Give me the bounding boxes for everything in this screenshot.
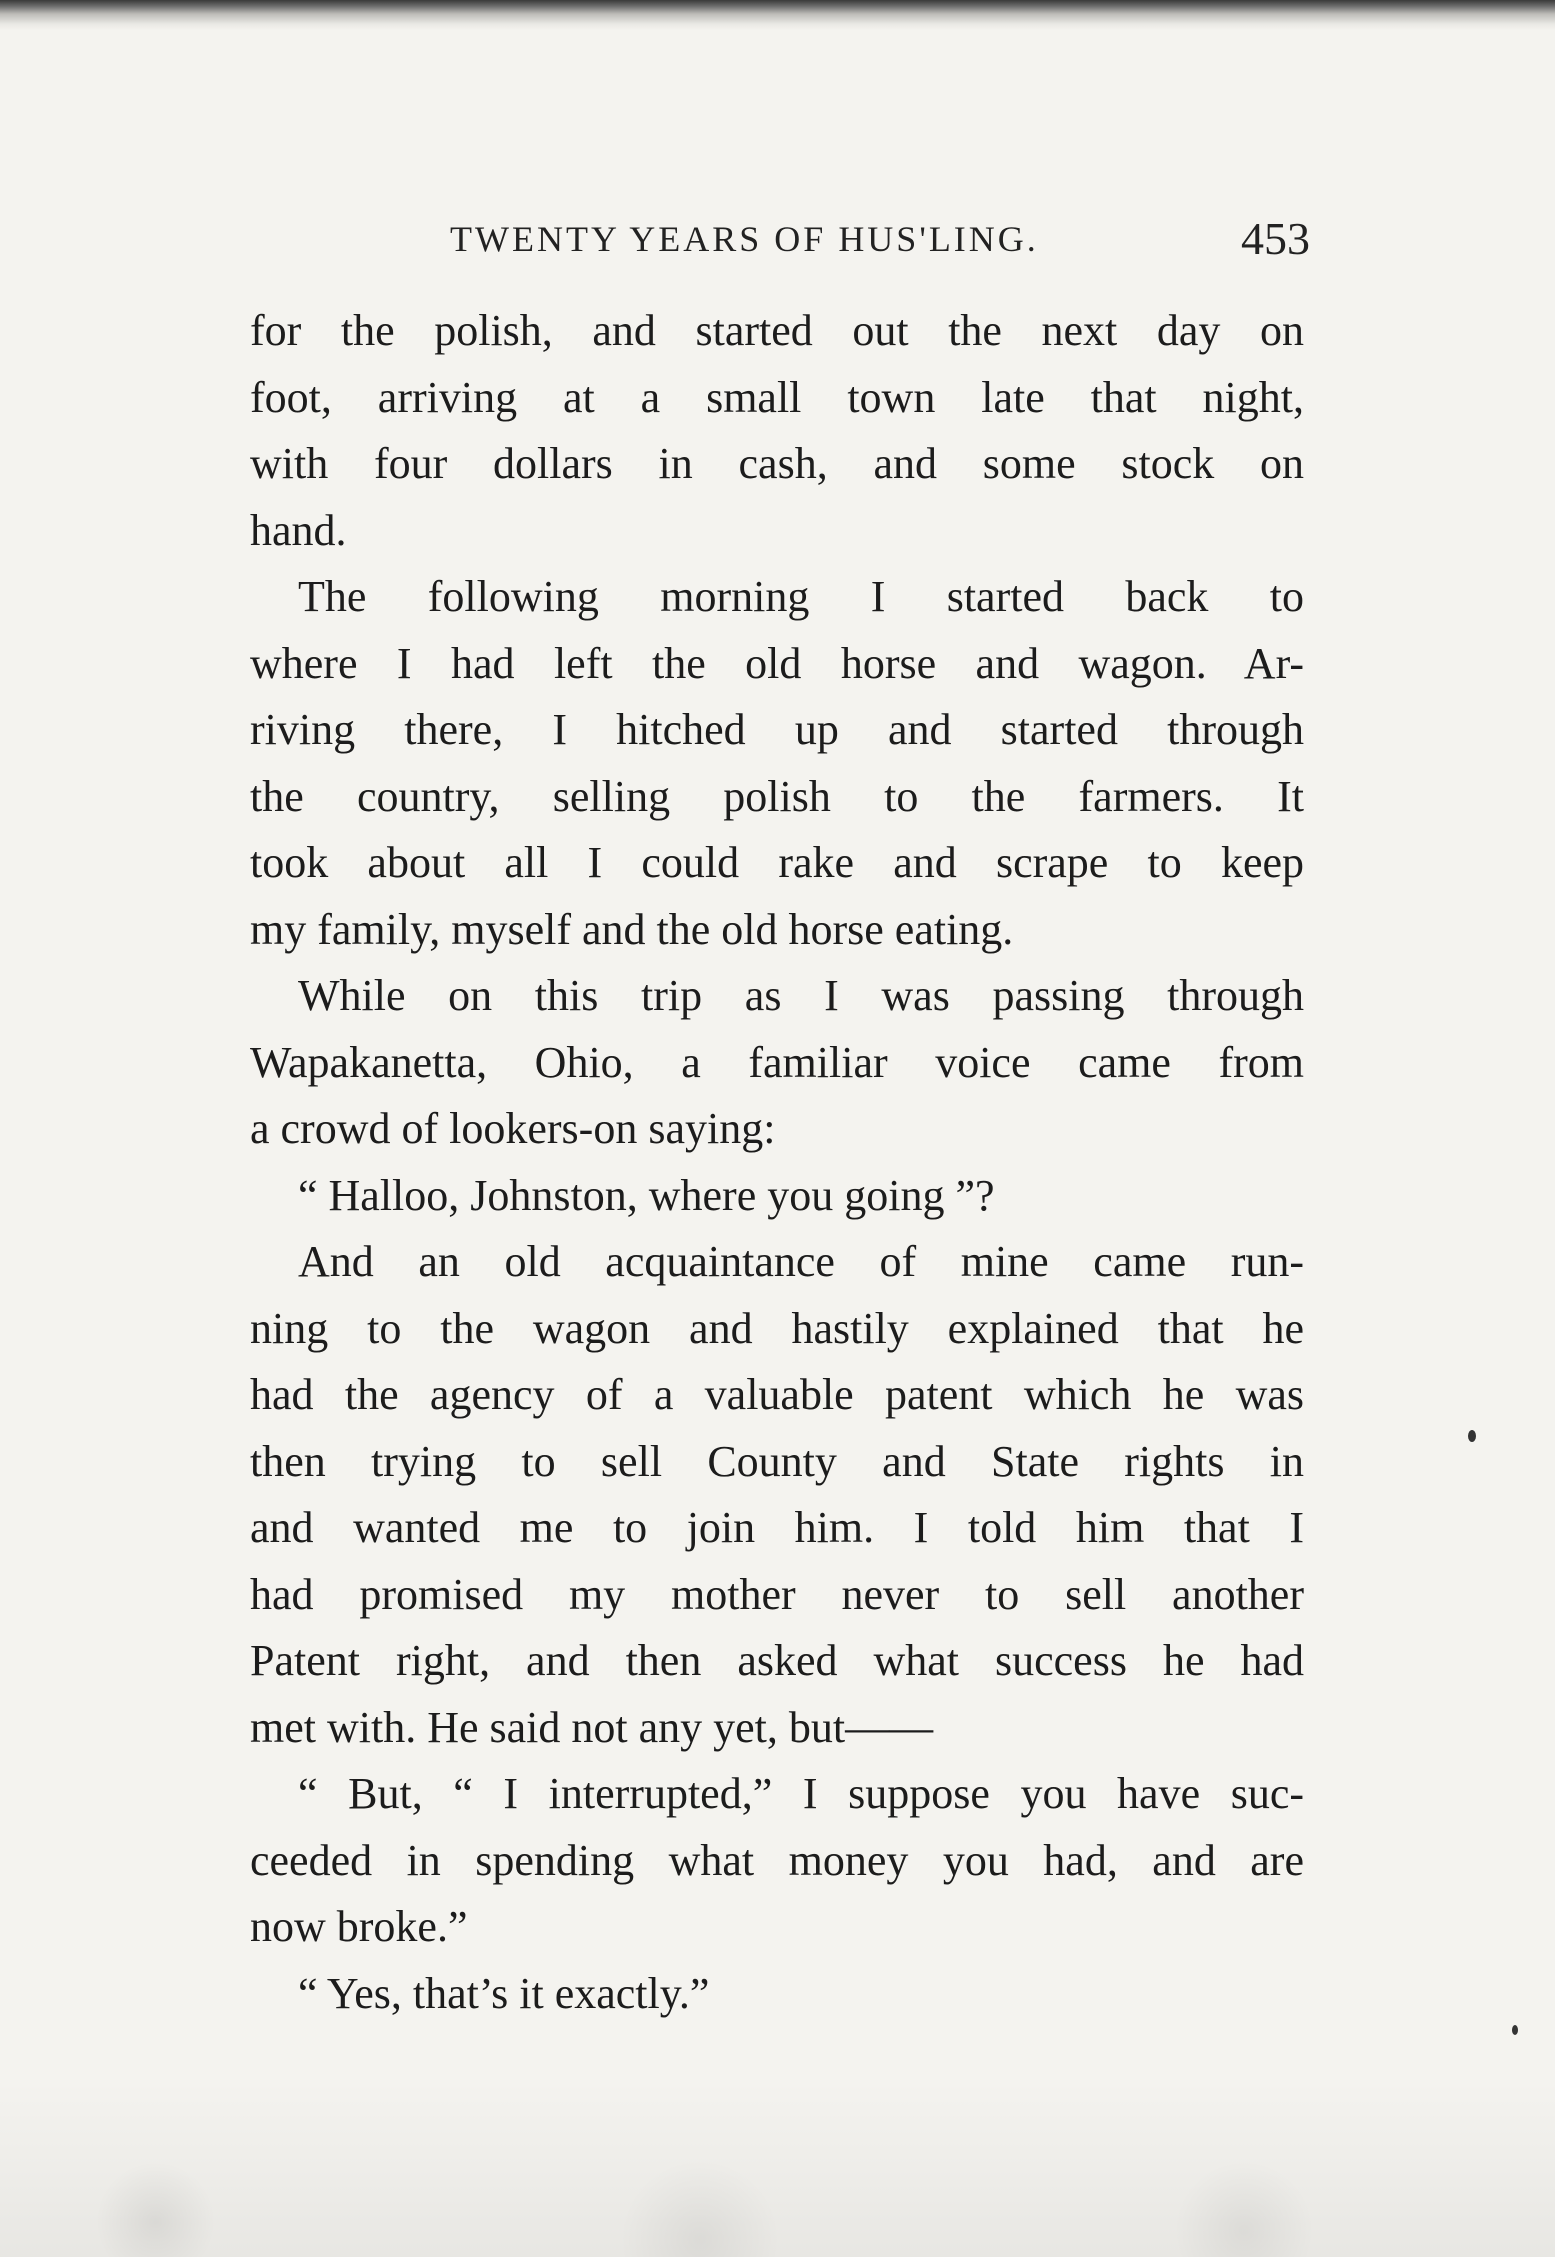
- text-line: riving there, I hitched up and started through: [250, 705, 1304, 754]
- text-line: took about all I could rake and scrape to keep: [250, 838, 1304, 887]
- text-line: While on this trip as I was passing through: [298, 971, 1304, 1020]
- ink-speck: [1512, 2025, 1518, 2035]
- text-line: the country, selling polish to the farmers. It: [250, 771, 1304, 821]
- text-line: my family, myself and the old horse eating.: [250, 904, 1014, 954]
- text-line: ning to the wagon and hastily explained that he: [250, 1303, 1304, 1353]
- text-line: then trying to sell County and State rights in: [250, 1436, 1304, 1486]
- text-line: “ Yes, that’s it exactly.”: [298, 1968, 710, 2018]
- text-line: had the agency of a valuable patent which he was: [250, 1370, 1304, 1419]
- text-line: “ But, “ I interrupted,” I suppose you have suc-: [298, 1769, 1304, 1818]
- page-number: 453: [1241, 213, 1310, 264]
- running-title: TWENTY YEARS OF HUS'LING.: [450, 219, 1039, 259]
- running-head: [250, 212, 1310, 272]
- text-line: and wanted me to join him. I told him that I: [250, 1503, 1304, 1552]
- text-line: The following morning I started back to: [298, 572, 1304, 621]
- body-text: [250, 298, 1304, 2027]
- text-line: Patent right, and then asked what success he had: [250, 1636, 1304, 1685]
- text-line: And an old acquaintance of mine came run-: [298, 1237, 1304, 1286]
- text-line: now broke.”: [250, 1902, 468, 1951]
- text-line: with four dollars in cash, and some stock on: [250, 439, 1304, 488]
- scan-top-edge: [0, 0, 1555, 30]
- text-line: “ Halloo, Johnston, where you going ”?: [298, 1170, 995, 1220]
- text-line: had promised my mother never to sell another: [250, 1569, 1304, 1619]
- text-line: for the polish, and started out the next day on: [250, 306, 1304, 355]
- scan-bottom-speckle: [0, 2080, 1555, 2257]
- ink-speck: [1468, 1430, 1476, 1442]
- text-line: hand.: [250, 505, 347, 555]
- text-line: a crowd of lookers-on saying:: [250, 1104, 776, 1153]
- text-line: met with. He said not any yet, but——: [250, 1702, 934, 1752]
- text-line: Wapakanetta, Ohio, a familiar voice came from: [250, 1037, 1304, 1087]
- text-line: ceeded in spending what money you had, and are: [250, 1835, 1304, 1885]
- text-line: where I had left the old horse and wagon. Ar-: [250, 638, 1304, 688]
- text-line: foot, arriving at a small town late that night,: [250, 372, 1304, 422]
